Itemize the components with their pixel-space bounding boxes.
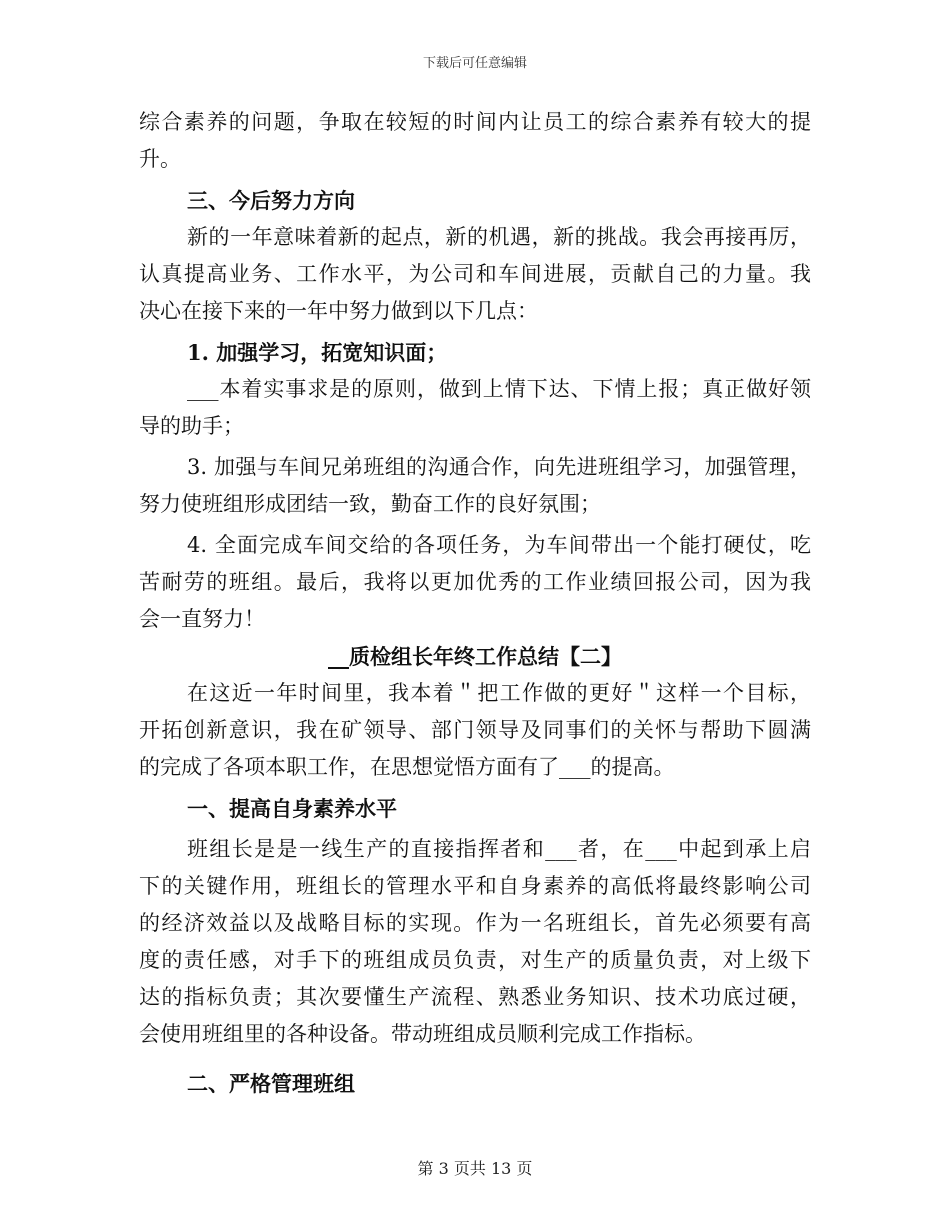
document-title: __质检组长年终工作总结【二】 xyxy=(328,644,622,669)
list-heading: 1. 加强学习，拓宽知识面； xyxy=(187,340,448,365)
body-line: 下的关键作用，班组长的管理水平和自身素养的高低将最终影响公司 xyxy=(139,874,811,898)
body-line: 努力使班组形成团结一致，勤奋工作的良好氛围； xyxy=(139,492,601,516)
body-line: 的经济效益以及战略目标的实现。作为一名班组长，首先必须要有高 xyxy=(139,911,811,935)
body-line: 苦耐劳的班组。最后，我将以更加优秀的工作业绩回报公司，因为我 xyxy=(139,570,811,594)
document-body xyxy=(139,104,811,1102)
body-line: 新的一年意味着新的起点，新的机遇，新的挑战。我会再接再厉， xyxy=(187,225,811,249)
body-line: 升。 xyxy=(139,147,181,171)
body-line: 会一直努力！ xyxy=(139,607,265,631)
body-line: 的完成了各项本职工作，在思想觉悟方面有了___的提高。 xyxy=(139,755,675,779)
body-line: 在这近一年时间里，我本着＂把工作做的更好＂这样一个目标， xyxy=(187,681,811,705)
section-heading: 二、严格管理班组 xyxy=(187,1071,355,1096)
section-heading: 一、提高自身素养水平 xyxy=(187,796,397,821)
section-heading: 三、今后努力方向 xyxy=(187,188,355,213)
body-line: 3. 加强与车间兄弟班组的沟通合作，向先进班组学习，加强管理， xyxy=(187,455,811,479)
body-line: 班组长是是一线生产的直接指挥者和___者，在___中起到承上启 xyxy=(187,837,811,861)
body-line: 度的责任感，对手下的班组成员负责，对生产的质量负责，对上级下 xyxy=(139,948,811,972)
body-line: 决心在接下来的一年中努力做到以下几点： xyxy=(139,299,538,323)
body-line: 达的指标负责；其次要懂生产流程、熟悉业务知识、技术功底过硬， xyxy=(139,985,811,1009)
body-line: 会使用班组里的各种设备。带动班组成员顺利完成工作指标。 xyxy=(139,1022,706,1046)
body-line: 导的助手； xyxy=(139,414,244,438)
page-header: 下载后可任意编辑 xyxy=(422,56,527,71)
body-line: 综合素养的问题，争取在较短的时间内让员工的综合素养有较大的提 xyxy=(139,110,811,134)
body-line: 认真提高业务、工作水平，为公司和车间进展，贡献自己的力量。我 xyxy=(139,262,811,286)
body-line: ___本着实事求是的原则，做到上情下达、下情上报；真正做好领 xyxy=(187,377,811,401)
body-line: 4. 全面完成车间交给的各项任务，为车间带出一个能打硬仗，吃 xyxy=(187,533,811,557)
body-line: 开拓创新意识，我在矿领导、部门领导及同事们的关怀与帮助下圆满 xyxy=(139,718,811,742)
page-footer: 第 3 页共 13 页 xyxy=(417,1159,533,1178)
